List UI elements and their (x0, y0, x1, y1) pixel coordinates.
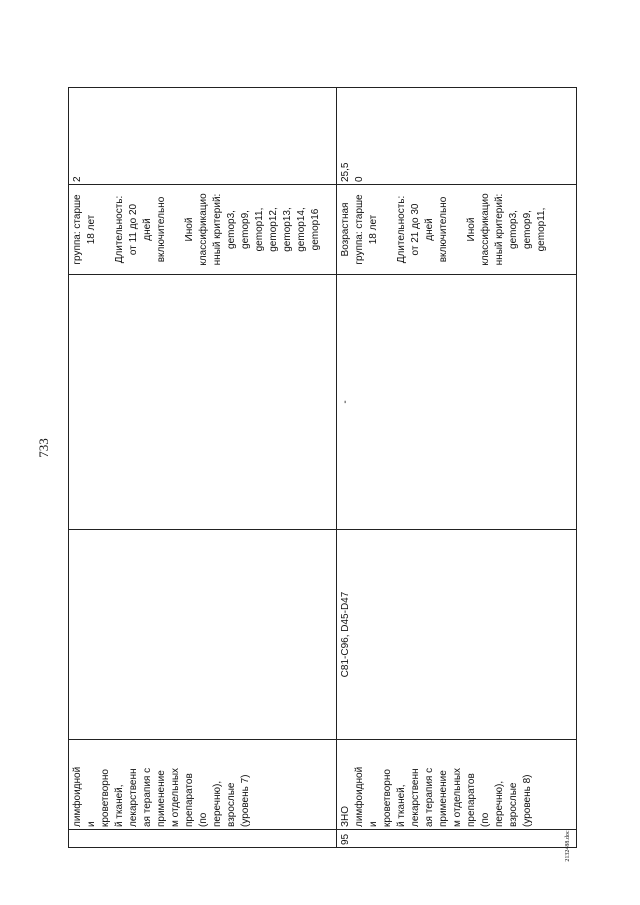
table-row (69, 88, 337, 848)
row-codes: C81-C96, D45-D47 (337, 530, 577, 740)
table-row (337, 88, 577, 848)
row-criteria: Возрастная группа: старше 18 лет Длительность: от 21 до 30 дней включительно Иной классификацио нный критерий: gemop3, gemop9, gemop11, (337, 185, 577, 275)
row-codes (69, 530, 337, 740)
row-name: лимфоидной и кроветворно й тканей, лекарственн ая терапия с применение м отдельных препаратов (по перечню), взрослые (уровень 7) (69, 740, 337, 830)
row-extra (69, 275, 337, 530)
document-table (68, 87, 577, 848)
row-extra: - (337, 275, 577, 530)
row-coefficient: 2 (69, 88, 337, 185)
footer-doc-id: 2132488.doc (565, 830, 571, 862)
row-criteria: группа: старше 18 лет Длительность: от 11 до 20 дней включительно Иной классификацио нный критерий: gemop3, gemop9, gemop11, gemop12, gemop13, gemop14, gemop16 (69, 185, 337, 275)
row-number: 95 (337, 830, 577, 848)
rotated-table-wrapper (68, 88, 588, 848)
page-number: 733 (36, 438, 51, 458)
row-number (69, 830, 337, 848)
row-coefficient: 25,5 0 (337, 88, 577, 185)
row-name: ЗНО лимфоидной и кроветворно й тканей, лекарственн ая терапия с применение м отдельных препаратов (по перечню), взрослые (уровень 8) (337, 740, 577, 830)
